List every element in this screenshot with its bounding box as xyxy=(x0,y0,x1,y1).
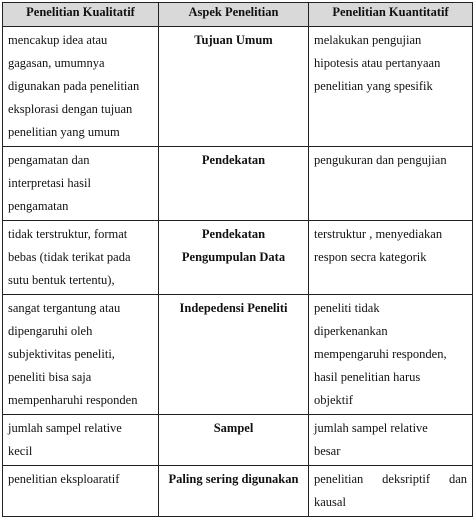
cell-line: objektif xyxy=(314,393,353,407)
cell-line: terstruktur , menyediakan xyxy=(314,227,443,241)
cell-line: eksplorasi dengan tujuan xyxy=(8,102,133,116)
cell-line: interpretasi hasil xyxy=(8,176,91,190)
cell-quantitative xyxy=(309,27,473,147)
cell-qualitative xyxy=(3,295,159,415)
cell-line: pengamatan xyxy=(8,199,69,213)
cell-line: hipotesis atau pertanyaan xyxy=(314,56,441,70)
cell-line: bebas (tidak terikat pada xyxy=(8,250,131,264)
cell-quantitative xyxy=(309,415,473,466)
cell-line: penelitian yang spesifik xyxy=(314,79,433,93)
cell-quantitative xyxy=(309,147,473,221)
cell-line: penelitian eksploaratif xyxy=(8,472,120,486)
cell-line: mencakup idea atau xyxy=(8,33,108,47)
table-row xyxy=(3,221,473,295)
cell-line: Pendekatan xyxy=(201,227,266,241)
cell-line: Pengumpulan Data xyxy=(181,250,286,264)
cell-line: Sampel xyxy=(213,421,254,435)
cell-line: mempenharuhi responden xyxy=(8,393,138,407)
table-row xyxy=(3,27,473,147)
cell-line: pengukuran dan pengujian xyxy=(314,153,447,167)
cell-line: sangat tergantung atau xyxy=(8,301,121,315)
header-row xyxy=(3,3,473,27)
table-row xyxy=(3,147,473,221)
table-row xyxy=(3,466,473,517)
cell-line: Indepedensi Peneliti xyxy=(179,301,288,315)
cell-line: dipengaruhi oleh xyxy=(8,324,93,338)
cell-line: melakukan pengujian xyxy=(314,33,422,47)
header-quantitative: Penelitian Kuantitatif xyxy=(309,3,473,27)
cell-qualitative xyxy=(3,466,159,517)
table-row xyxy=(3,295,473,415)
cell-quantitative xyxy=(309,295,473,415)
cell-line: kecil xyxy=(8,444,33,458)
cell-line: subjektivitas peneliti, xyxy=(8,347,115,361)
cell-line: sutu bentuk tertentu), xyxy=(8,273,115,287)
cell-line: Tujuan Umum xyxy=(194,33,273,47)
cell-line: Paling sering digunakan xyxy=(168,472,299,486)
cell-line: pengamatan dan xyxy=(8,153,90,167)
cell-line: jumlah sampel relative xyxy=(314,421,428,435)
cell-line: digunakan pada penelitian xyxy=(8,79,140,93)
cell-line: diperkenankan xyxy=(314,324,388,338)
cell-quantitative xyxy=(309,466,473,517)
cell-line: besar xyxy=(314,444,341,458)
cell-aspect xyxy=(159,466,309,517)
cell-aspect xyxy=(159,295,309,415)
cell-line: respon secra kategorik xyxy=(314,250,427,264)
cell-qualitative xyxy=(3,27,159,147)
cell-line: gagasan, umumnya xyxy=(8,56,105,70)
cell-line: peneliti bisa saja xyxy=(8,370,92,384)
cell-line: penelitian deksriptif dan xyxy=(314,472,467,486)
cell-line: Pendekatan xyxy=(201,153,266,167)
cell-line: penelitian yang umum xyxy=(8,125,120,139)
header-aspect: Aspek Penelitian xyxy=(159,3,309,27)
cell-quantitative xyxy=(309,221,473,295)
cell-line: peneliti tidak xyxy=(314,301,380,315)
cell-qualitative xyxy=(3,221,159,295)
table-row xyxy=(3,415,473,466)
comparison-table xyxy=(2,2,473,517)
cell-line: hasil penelitian harus xyxy=(314,370,421,384)
cell-qualitative xyxy=(3,147,159,221)
cell-aspect xyxy=(159,415,309,466)
cell-qualitative xyxy=(3,415,159,466)
cell-aspect xyxy=(159,221,309,295)
cell-line: kausal xyxy=(314,495,346,509)
cell-line: jumlah sampel relative xyxy=(8,421,122,435)
cell-line: tidak terstruktur, format xyxy=(8,227,128,241)
cell-aspect xyxy=(159,147,309,221)
header-qualitative: Penelitian Kualitatif xyxy=(3,3,159,27)
cell-aspect xyxy=(159,27,309,147)
cell-line: mempengaruhi responden, xyxy=(314,347,447,361)
